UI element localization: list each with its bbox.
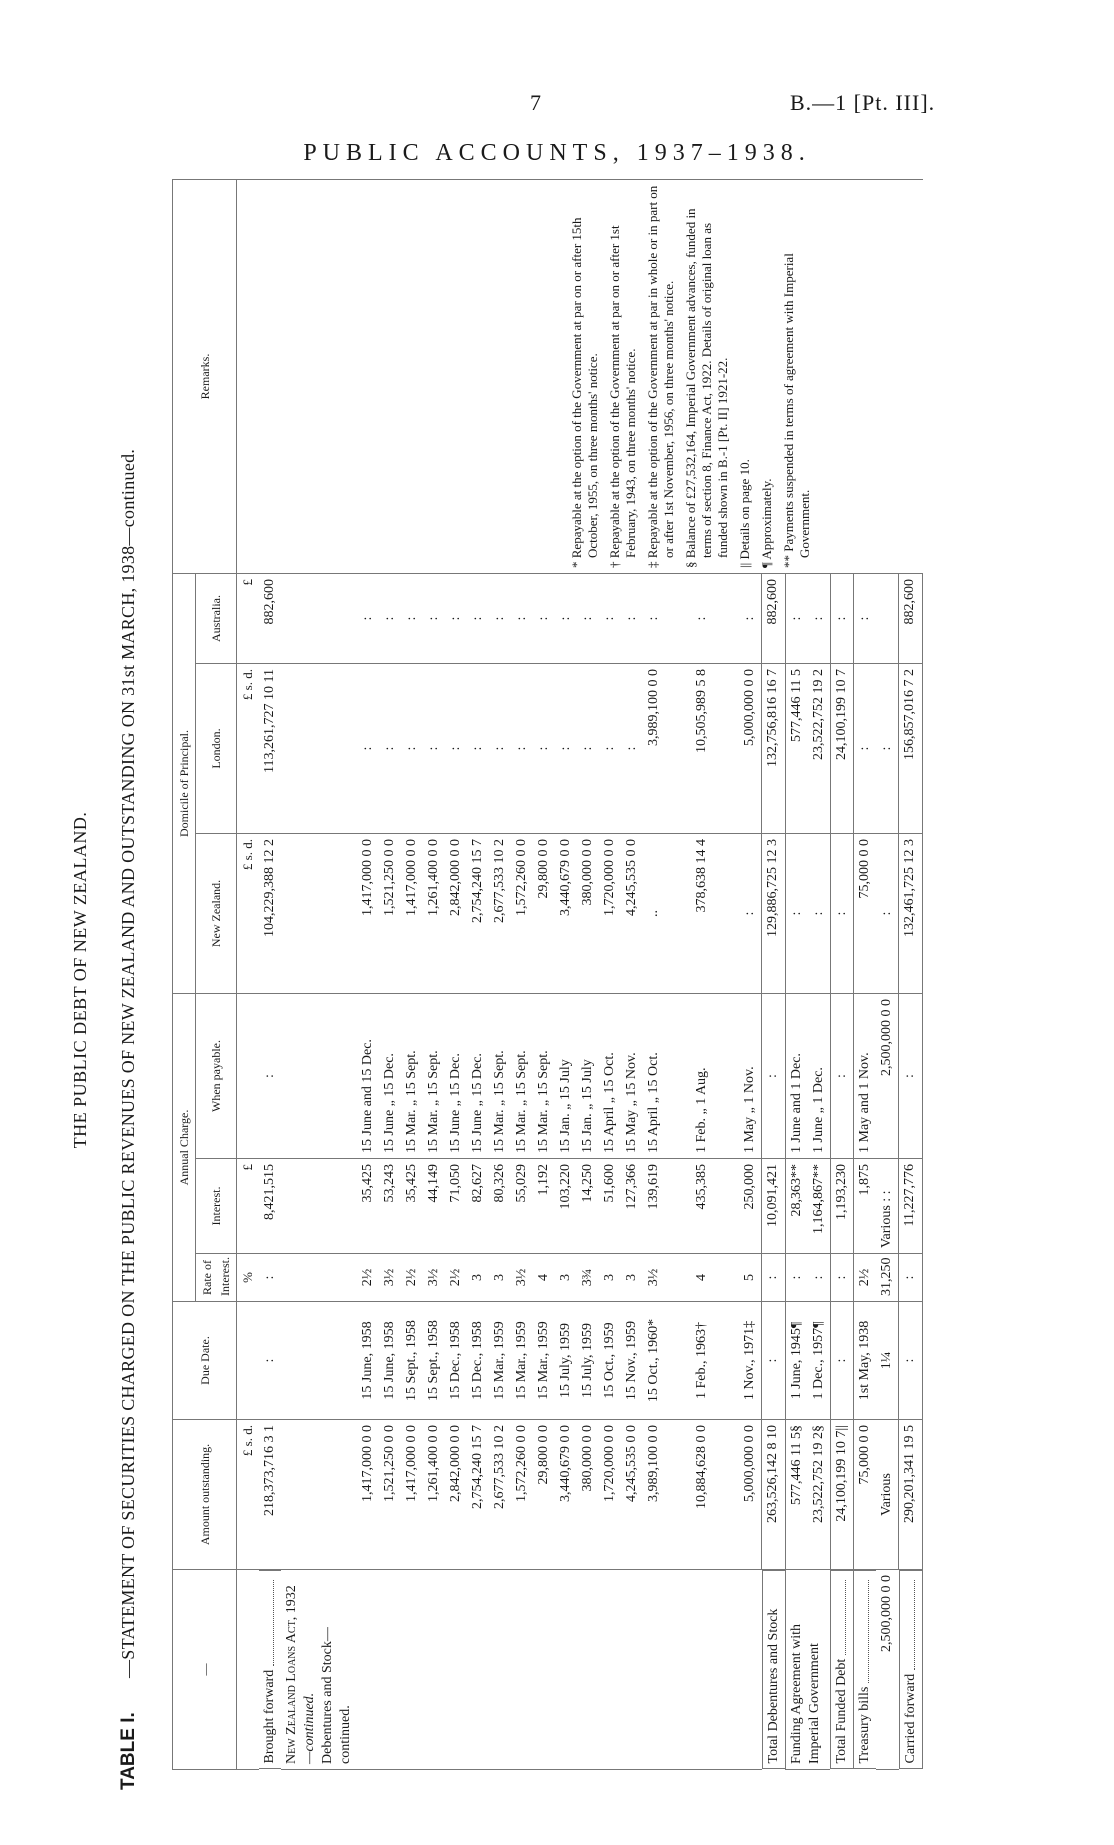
- table-cell: 80,326: [489, 1159, 511, 1254]
- table-cell: 3: [599, 1254, 621, 1302]
- table-cell: :: [511, 664, 533, 834]
- table-cell: 2½: [445, 1254, 467, 1302]
- table-cell: 23,522,752 19 2: [808, 664, 831, 834]
- table-cell: 132,756,816 16 7: [762, 664, 786, 834]
- table-cell: :: [808, 1254, 831, 1302]
- table-cell: 15 Nov., 1959: [621, 1302, 643, 1420]
- table-cell: 11,227,776: [899, 1159, 923, 1254]
- col-annual-charge: Annual Charge.: [173, 994, 196, 1302]
- table-label: TABLE I.: [118, 1712, 139, 1790]
- table-cell: :: [445, 574, 467, 664]
- document-reference: B.—1 [Pt. III].: [790, 90, 936, 115]
- col-london: London.: [196, 664, 237, 834]
- table-cell: :: [511, 574, 533, 664]
- table-subtitle: —STATEMENT OF SECURITIES CHARGED ON THE PUBLIC REVENUES OF NEW ZEALAND AND OUTSTANDING ON 31st MARCH, 1938—continued.: [118, 448, 138, 1678]
- table-cell: :: [467, 574, 489, 664]
- table-cell: 2,677,533 10 2: [489, 1420, 511, 1570]
- table-cell: :: [899, 994, 923, 1159]
- col-due: Due Date.: [173, 1302, 237, 1420]
- table-cell: 1,164,867**: [808, 1159, 831, 1254]
- units-row: [237, 180, 260, 1770]
- table-cell: :: [762, 1254, 786, 1302]
- table-cell: 1 June and 1 Dec.: [785, 994, 808, 1159]
- table-cell: :: [785, 1254, 808, 1302]
- table-cell: 15 Sept., 1958: [423, 1302, 445, 1420]
- page-header: [0, 0, 1114, 180]
- table-cell: :: [401, 664, 423, 834]
- table-cell: 3½: [511, 1254, 533, 1302]
- remarks-cell: [237, 180, 923, 574]
- col-domicile: Domicile of Principal.: [173, 574, 196, 994]
- table-cell: 15 Mar., 1959: [511, 1302, 533, 1420]
- carried-forward-label: [899, 1570, 923, 1770]
- col-amount: Amount outstanding.: [173, 1420, 237, 1570]
- table-cell: 1,192: [533, 1159, 555, 1254]
- table-cell: Brought forward: [262, 1669, 277, 1764]
- funding-label: Funding Agreement with Imperial Government: [785, 1570, 830, 1770]
- total-debentures-label: Total Debentures and Stock: [762, 1570, 785, 1770]
- table-cell: 15 June and 15 Dec.: [357, 994, 379, 1159]
- table-cell: :: [533, 664, 555, 834]
- col-payable: When payable.: [196, 994, 237, 1159]
- table-cell: 4: [691, 1254, 713, 1302]
- table-cell: 3,440,679 0 0: [555, 834, 577, 994]
- table-cell: 2,677,533 10 2: [489, 834, 511, 994]
- table-cell: 577,446 11 5§: [785, 1420, 808, 1570]
- table-cell: :: [830, 1302, 853, 1420]
- unit-lsd: £ s. d.: [237, 1420, 260, 1570]
- table-cell: 15 April „ 15 Oct.: [643, 994, 665, 1159]
- table-cell: Various: [876, 1420, 899, 1570]
- table-cell: :: [762, 1302, 786, 1420]
- table-cell: 1 May „ 1 Nov.: [739, 994, 762, 1159]
- table-cell: :: [357, 664, 379, 834]
- table-cell: 1 May and 1 Nov.: [853, 994, 876, 1159]
- due-cell: :: [259, 1302, 281, 1420]
- table-cell: 4: [533, 1254, 555, 1302]
- table-cell: 15 Mar. „ 15 Sept.: [489, 994, 511, 1159]
- table-cell: 15 Sept., 1958: [401, 1302, 423, 1420]
- public-debt-table: [172, 179, 923, 1770]
- table-cell: :: [830, 574, 853, 664]
- table-cell: 10,505,989 5 8: [691, 664, 713, 834]
- unit-pct: %: [237, 1254, 260, 1302]
- page-title: PUBLIC ACCOUNTS, 1937–1938.: [303, 140, 811, 166]
- table-cell: 1,261,400 0 0: [423, 834, 445, 994]
- table-cell: 4,245,535 0 0: [621, 1420, 643, 1570]
- table-cell: 1,521,250 0 0: [379, 834, 401, 994]
- unit-lsd: £ s. d.: [237, 834, 260, 994]
- table-cell: 1,417,000 0 0: [401, 834, 423, 994]
- table-cell: 3: [467, 1254, 489, 1302]
- table-cell: Treasury bills: [857, 1686, 872, 1764]
- table-cell: 882,600: [899, 574, 923, 664]
- main-title: THE PUBLIC DEBT OF NEW ZEALAND.: [70, 811, 90, 1149]
- col-remarks: Remarks.: [173, 180, 237, 574]
- treasury-label: [853, 1570, 876, 1770]
- table-cell: :: [599, 664, 621, 834]
- table-cell: :: [555, 664, 577, 834]
- unit-pound: £: [237, 574, 260, 664]
- table-cell: 75,000 0 0: [853, 1420, 876, 1570]
- table-cell: 55,029: [511, 1159, 533, 1254]
- table-cell: 577,446 11 5: [785, 664, 808, 834]
- table-cell: 1,572,260 0 0: [511, 1420, 533, 1570]
- table-cell: 15 Jan. „ 15 July: [577, 994, 599, 1159]
- table-cell: 1,417,000 0 0: [357, 1420, 379, 1570]
- table-cell: :: [577, 664, 599, 834]
- table-cell: :: [643, 574, 665, 664]
- col-rate: Rate of Interest.: [196, 1254, 237, 1302]
- table-cell: 3½: [643, 1254, 665, 1302]
- table-cell: 53,243: [379, 1159, 401, 1254]
- table-cell: 1,417,000 0 0: [357, 834, 379, 994]
- col-desc: —: [173, 1570, 237, 1770]
- table-cell: 5,000,000 0 0: [739, 1420, 762, 1570]
- table-cell: 44,149: [423, 1159, 445, 1254]
- table-cell: 2½: [357, 1254, 379, 1302]
- table-cell: 2,842,000 0 0: [445, 834, 467, 994]
- table-cell: 1,261,400 0 0: [423, 1420, 445, 1570]
- table-cell: 71,050: [445, 1159, 467, 1254]
- remark-note: § Balance of £27,532,164, Imperial Government advances, funded in terms of section 8, Finance Act, 1922. Details of original loan as funded shown in B.-1 [Pt. II] 1921-22.: [683, 208, 730, 568]
- table-cell: 24,100,199 10 7: [830, 664, 853, 834]
- table-cell: 435,385: [691, 1159, 713, 1254]
- table-cell: :: [853, 664, 876, 834]
- table-cell: 1 Nov., 1971‡: [739, 1302, 762, 1420]
- table-cell: :: [467, 664, 489, 834]
- amount-cell: 218,373,716 3 1: [259, 1420, 281, 1570]
- table-cell: :: [445, 664, 467, 834]
- col-nz: New Zealand.: [196, 834, 237, 994]
- table-cell: 31,250: [876, 1254, 899, 1302]
- table-cell: —continued.: [302, 1692, 317, 1764]
- table-cell: :: [853, 574, 876, 664]
- table-cell: 15 Dec., 1958: [445, 1302, 467, 1420]
- table-cell: 1 June „ 1 Dec.: [808, 994, 831, 1159]
- table-cell: :: [830, 994, 853, 1159]
- table-cell: 1st May, 1938: [853, 1302, 876, 1420]
- table-cell: 1,193,230: [830, 1159, 853, 1254]
- table-cell: 15 Dec., 1958: [467, 1302, 489, 1420]
- table-cell: :: [489, 574, 511, 664]
- table-cell: 1¼: [876, 1302, 899, 1420]
- table-cell: 5: [739, 1254, 762, 1302]
- table-cell: 3,989,100 0 0: [643, 1420, 665, 1570]
- table-cell: ..: [643, 834, 665, 994]
- table-cell: 882,600: [762, 574, 786, 664]
- table-cell: 15 June „ 15 Dec.: [467, 994, 489, 1159]
- remark-note: ¶ Approximately.: [759, 478, 774, 568]
- table-cell: 1,521,250 0 0: [379, 1420, 401, 1570]
- table-cell: 15 June „ 15 Dec.: [445, 994, 467, 1159]
- table-cell: 132,461,725 12 3: [899, 834, 923, 994]
- unit-pound: £: [237, 1159, 260, 1254]
- unit-lsd: £ s. d.: [237, 664, 260, 834]
- table-cell: 3,989,100 0 0: [643, 664, 665, 834]
- table-cell: 380,000 0 0: [577, 834, 599, 994]
- table-cell: :: [899, 1254, 923, 1302]
- table-cell: 28,363**: [785, 1159, 808, 1254]
- table-cell: 3: [555, 1254, 577, 1302]
- table-cell: 3½: [423, 1254, 445, 1302]
- rotated-sheet: [60, 170, 1060, 1790]
- table-cell: :: [577, 574, 599, 664]
- table-cell: 1,875: [853, 1159, 876, 1254]
- table-cell: :: [830, 1254, 853, 1302]
- australia-cell: 882,600: [259, 574, 281, 664]
- table-cell: 10,091,421: [762, 1159, 786, 1254]
- table-cell: Various : :: [876, 1159, 899, 1254]
- section-heading: [281, 1570, 357, 1770]
- table-cell: 129,886,725 12 3: [762, 834, 786, 994]
- table-cell: 139,619: [643, 1159, 665, 1254]
- table-cell: :: [401, 574, 423, 664]
- table-cell: 15 June „ 15 Dec.: [379, 994, 401, 1159]
- table-cell: 29,800 0 0: [533, 834, 555, 994]
- table-cell: 1 June, 1945¶: [785, 1302, 808, 1420]
- table-cell: 5,000,000 0 0: [739, 664, 762, 834]
- table-cell: :: [533, 574, 555, 664]
- table-cell: :: [808, 834, 831, 994]
- table-cell: 15 April „ 15 Oct.: [599, 994, 621, 1159]
- table-cell: 15 Oct., 1960*: [643, 1302, 665, 1420]
- table-cell: 75,000 0 0: [853, 834, 876, 994]
- table-cell: 15 June, 1958: [357, 1302, 379, 1420]
- nz-cell: 104,229,388 12 2: [259, 834, 281, 994]
- table-cell: 1 Feb., 1963†: [691, 1302, 713, 1420]
- table-cell: :: [423, 664, 445, 834]
- table-cell: :: [785, 574, 808, 664]
- page-number: 7: [530, 90, 541, 115]
- table-cell: 2½: [853, 1254, 876, 1302]
- table-cell: 1,720,000 0 0: [599, 834, 621, 994]
- table-cell: 15 Mar. „ 15 Sept.: [423, 994, 445, 1159]
- table-cell: 3: [621, 1254, 643, 1302]
- table-cell: 15 Jan. „ 15 July: [555, 994, 577, 1159]
- table-cell: 15 Mar. „ 15 Sept.: [511, 994, 533, 1159]
- payable-cell: :: [259, 994, 281, 1159]
- table-cell: :: [621, 574, 643, 664]
- table-cell: 127,366: [621, 1159, 643, 1254]
- table-cell: Debentures and Stock—continued.: [320, 1627, 353, 1764]
- table-cell: :: [621, 664, 643, 834]
- table-cell: :: [599, 574, 621, 664]
- table-cell: 263,526,142 8 10: [762, 1420, 786, 1570]
- table-cell: 2½: [401, 1254, 423, 1302]
- brought-forward-label: [259, 1570, 281, 1770]
- table-cell: 15 Mar., 1959: [489, 1302, 511, 1420]
- table-cell: 82,627: [467, 1159, 489, 1254]
- table-cell: :: [739, 834, 762, 994]
- sheet-heading: [60, 170, 170, 1790]
- table-cell: :: [899, 1302, 923, 1420]
- table-cell: :: [830, 834, 853, 994]
- table-cell: 3,440,679 0 0: [555, 1420, 577, 1570]
- table-cell: 15 July, 1959: [577, 1302, 599, 1420]
- table-cell: :: [423, 574, 445, 664]
- table-cell: :: [555, 574, 577, 664]
- table-cell: 10,884,628 0 0: [691, 1420, 713, 1570]
- interest-cell: 8,421,515: [259, 1159, 281, 1254]
- table-cell: 3¾: [577, 1254, 599, 1302]
- table-cell: 15 May „ 15 Nov.: [621, 994, 643, 1159]
- table-cell: :: [489, 664, 511, 834]
- table-cell: 2,500,000 0 0: [876, 994, 899, 1159]
- table-cell: 24,100,199 10 7||: [830, 1420, 853, 1570]
- remark-note: ** Payments suspended in terms of agreement with Imperial Government.: [781, 253, 812, 568]
- table-cell: 3: [489, 1254, 511, 1302]
- remark-note: || Details on page 10.: [737, 459, 752, 568]
- table-cell: 2,754,240 15 7: [467, 834, 489, 994]
- table-cell: New Zealand Loans Act, 1932: [284, 1585, 299, 1764]
- table-cell: :: [762, 994, 786, 1159]
- table-cell: 1,572,260 0 0: [511, 834, 533, 994]
- table-cell: 103,220: [555, 1159, 577, 1254]
- table-cell: 15 Oct., 1959: [599, 1302, 621, 1420]
- table-cell: Total Funded Debt: [834, 1658, 849, 1764]
- table-cell: 2,754,240 15 7: [467, 1420, 489, 1570]
- london-cell: 113,261,727 10 11: [259, 664, 281, 834]
- table-cell: 1 Feb. „ 1 Aug.: [691, 994, 713, 1159]
- total-funded-label: [830, 1570, 853, 1770]
- col-australia: Australia.: [196, 574, 237, 664]
- table-cell: 51,600: [599, 1159, 621, 1254]
- table-cell: 4,245,535 0 0: [621, 834, 643, 994]
- table-cell: 378,638 14 4: [691, 834, 713, 994]
- table-cell: :: [739, 574, 762, 664]
- remark-note: † Repayable at the option of the Government at par on or after 1st February, 1943, on three months' notice.: [607, 225, 638, 568]
- table-cell: :: [357, 574, 379, 664]
- table-cell: 15 Mar. „ 15 Sept.: [533, 994, 555, 1159]
- table-cell: 15 Mar. „ 15 Sept.: [401, 994, 423, 1159]
- table-cell: 2,842,000 0 0: [445, 1420, 467, 1570]
- table-cell: :: [876, 664, 899, 834]
- table-cell: 1,417,000 0 0: [401, 1420, 423, 1570]
- remark-note: * Repayable at the option of the Government at par on or after 15th October, 1955, on three months' notice.: [569, 217, 600, 568]
- table-cell: 1 Dec., 1957¶: [808, 1302, 831, 1420]
- remark-note: ‡ Repayable at the option of the Government at par in whole or in part on or after 1st November, 1956, on three months' notice.: [645, 185, 676, 568]
- table-cell: 35,425: [401, 1159, 423, 1254]
- table-cell: 250,000: [739, 1159, 762, 1254]
- table-cell: 2,500,000 0 0: [876, 1570, 899, 1770]
- table-cell: 35,425: [357, 1159, 379, 1254]
- table-cell: 1,720,000 0 0: [599, 1420, 621, 1570]
- table-cell: :: [691, 574, 713, 664]
- table-cell: 290,201,341 19 5: [899, 1420, 923, 1570]
- col-interest: Interest.: [196, 1159, 237, 1254]
- table-cell: Carried forward: [902, 1673, 918, 1764]
- table-cell: 3½: [379, 1254, 401, 1302]
- table-cell: :: [876, 834, 899, 994]
- table-cell: 23,522,752 19 2§: [808, 1420, 831, 1570]
- table-cell: :: [785, 834, 808, 994]
- table-cell: :: [379, 664, 401, 834]
- table-cell: 14,250: [577, 1159, 599, 1254]
- table-cell: :: [379, 574, 401, 664]
- table-cell: 15 June, 1958: [379, 1302, 401, 1420]
- table-cell: 29,800 0 0: [533, 1420, 555, 1570]
- table-cell: 15 July, 1959: [555, 1302, 577, 1420]
- table-cell: 156,857,016 7 2: [899, 664, 923, 834]
- table-cell: 15 Mar., 1959: [533, 1302, 555, 1420]
- rate-cell: :: [259, 1254, 281, 1302]
- table-cell: :: [808, 574, 831, 664]
- table-cell: 380,000 0 0: [577, 1420, 599, 1570]
